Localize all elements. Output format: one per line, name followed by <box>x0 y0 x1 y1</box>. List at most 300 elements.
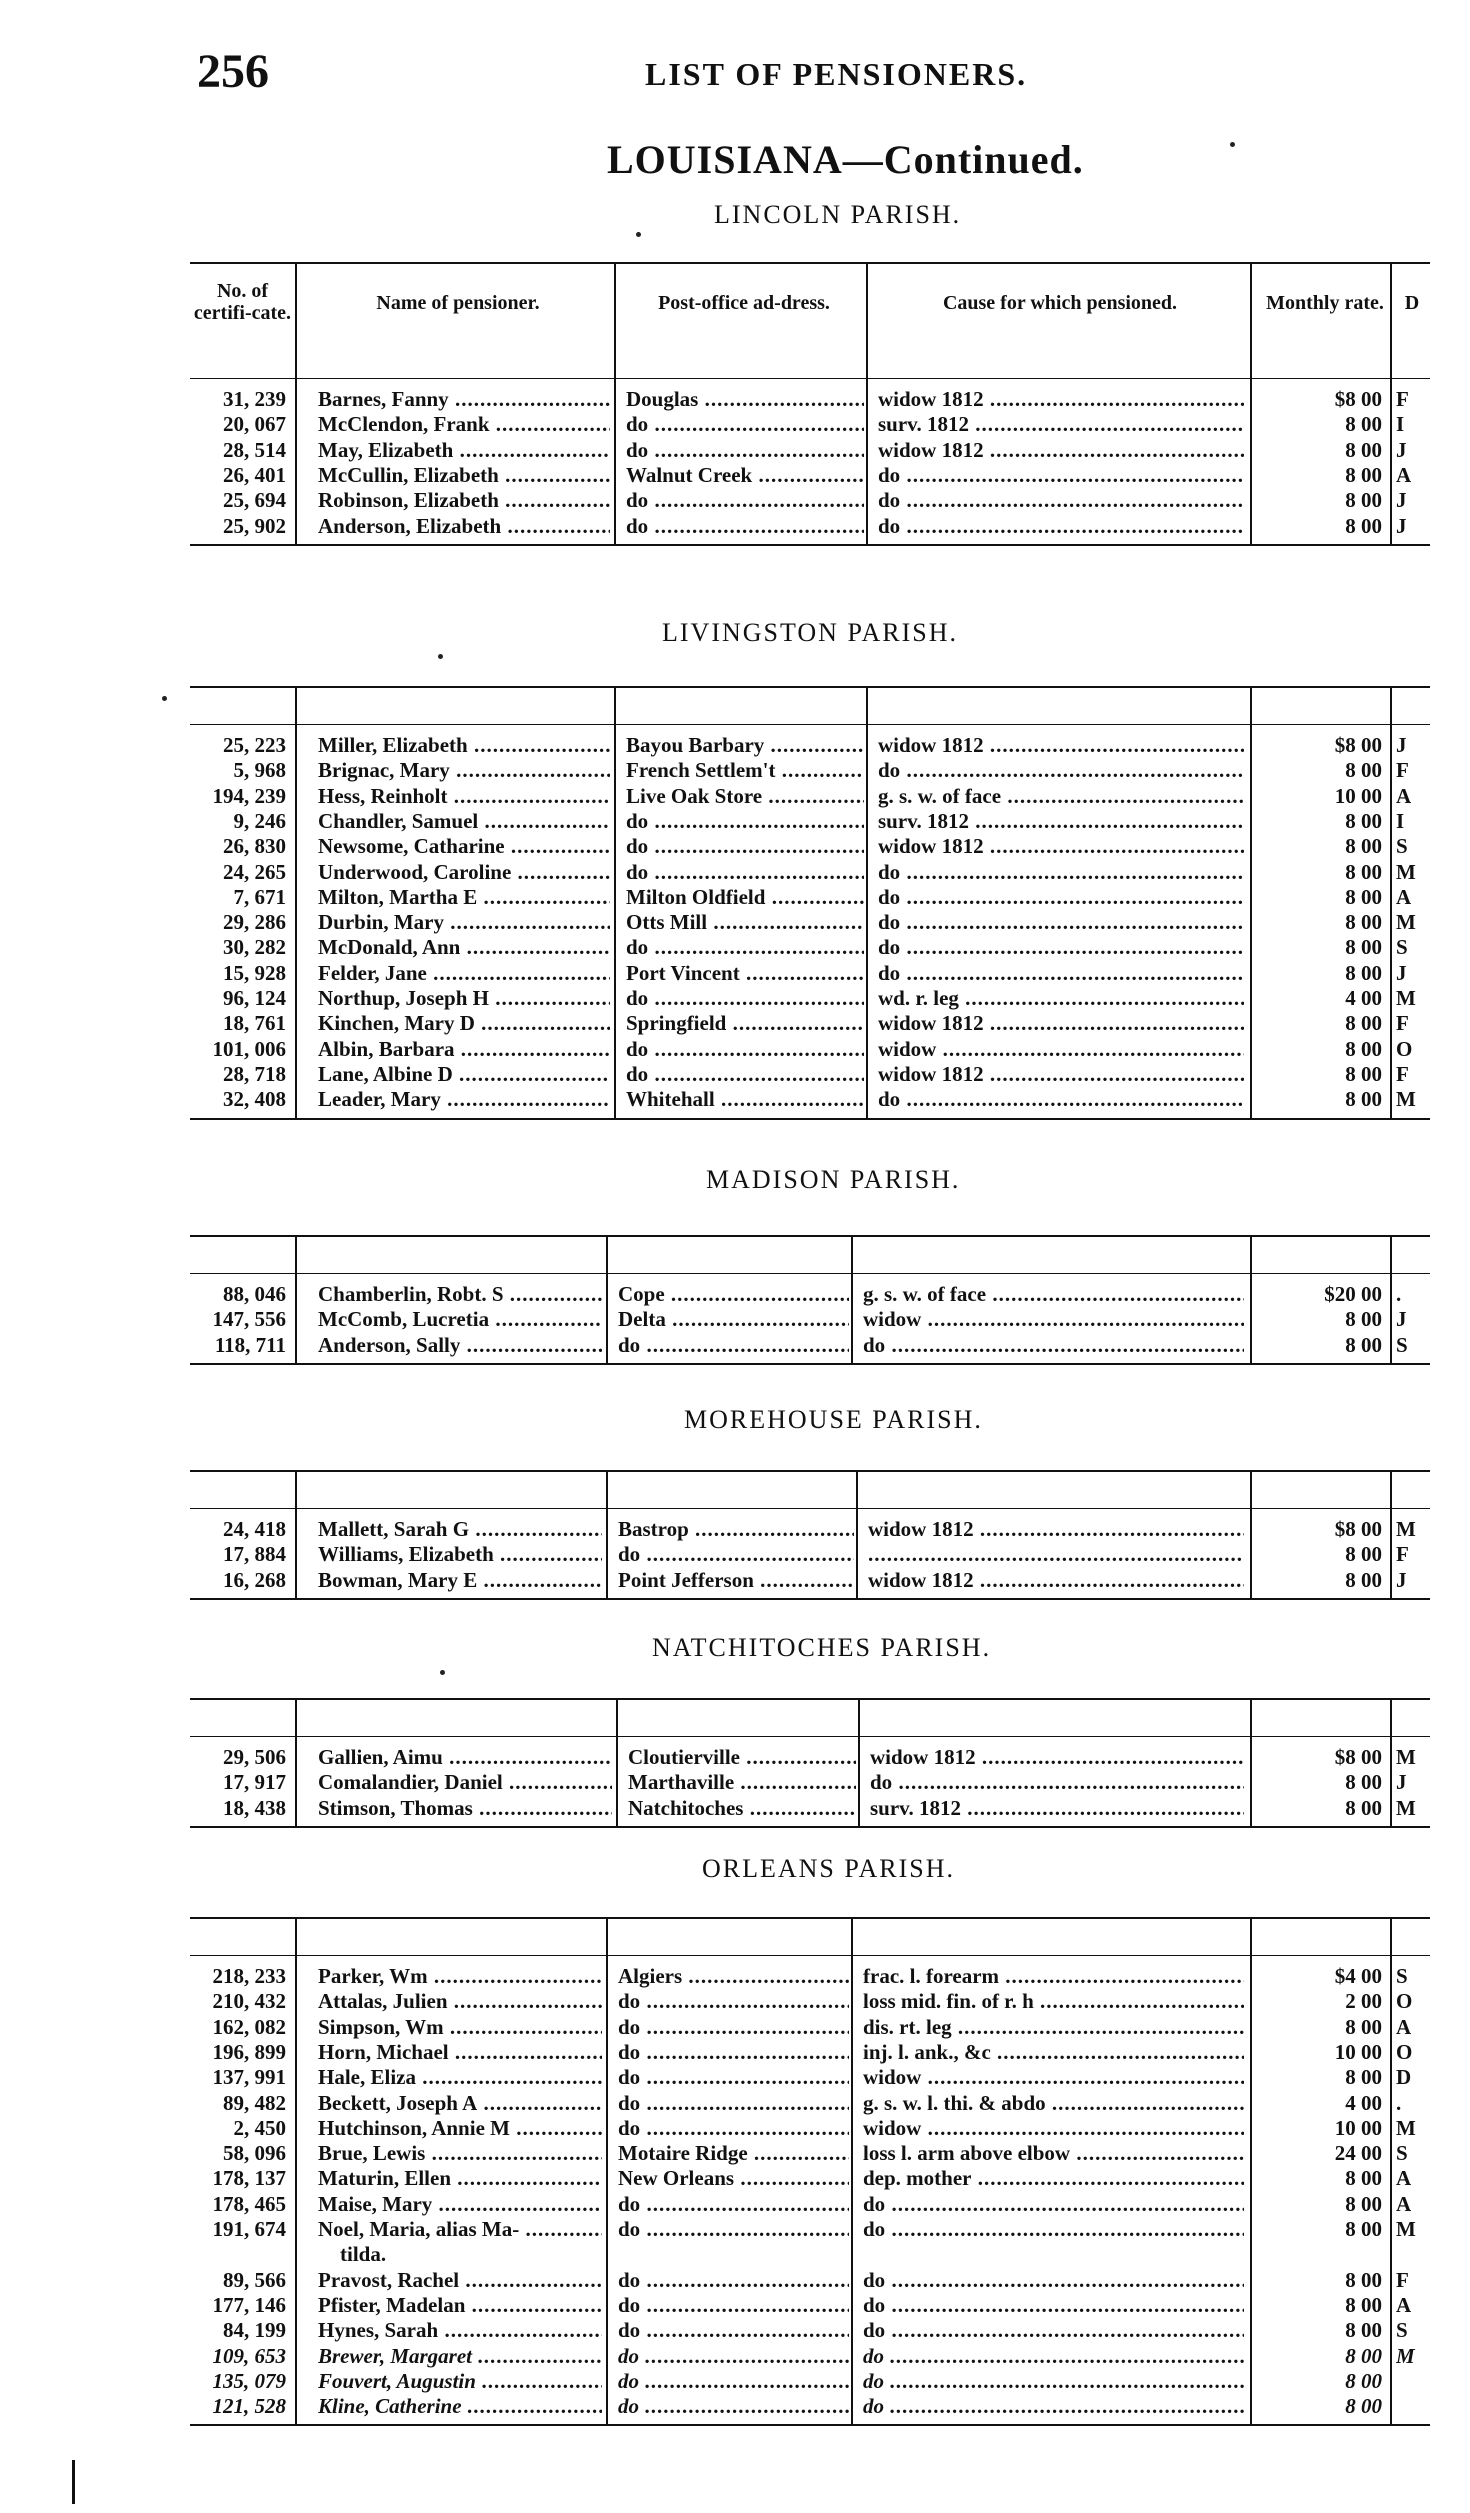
cell-cause: do ..... <box>863 2191 1244 2217</box>
table-bottom-rule <box>190 1118 1430 1120</box>
cell-extra: M <box>1396 986 1416 1010</box>
table-row <box>190 1744 1430 1770</box>
cell-name: Lane, Albine D ..... <box>318 1061 610 1087</box>
column-header-cert: No. of certifi-cate. <box>193 280 292 324</box>
table-row <box>190 2014 1430 2040</box>
table-row <box>190 1010 1430 1036</box>
cell-cert: 17, 884 <box>223 1542 286 1567</box>
ink-speck <box>440 1670 445 1675</box>
table-row <box>190 2165 1430 2191</box>
cell-post: do ..... <box>626 487 864 513</box>
cell-extra: O <box>1396 1989 1413 2014</box>
cell-name: Gallien, Aimu ..... <box>318 1744 612 1770</box>
cell-cause: widow ..... <box>863 2064 1244 2090</box>
cell-rate: 8 00 <box>1345 2343 1382 2368</box>
table-row-continuation <box>190 2241 1430 2267</box>
parish-heading: NATCHITOCHES PARISH. <box>652 1633 992 1662</box>
cell-cause: wd. r. leg ..... <box>878 985 1244 1011</box>
cell-name: Milton, Martha E ..... <box>318 884 610 910</box>
table-row <box>190 1516 1430 1542</box>
cell-cause: widow ..... <box>863 2115 1244 2141</box>
pension-table <box>190 1470 1430 1598</box>
cell-extra: M <box>1396 1087 1416 1112</box>
cell-post: Cope ..... <box>618 1281 849 1307</box>
cell-post: Springfield ..... <box>626 1010 864 1036</box>
cell-rate: 8 00 <box>1345 808 1382 833</box>
cell-cause: widow ..... <box>878 1036 1244 1062</box>
cell-post: do ..... <box>626 437 864 463</box>
cell-post: do ..... <box>626 833 864 859</box>
table-row <box>190 909 1430 935</box>
cell-cert: 147, 556 <box>212 1307 286 1332</box>
cell-rate: 8 00 <box>1345 1307 1382 1332</box>
cell-name: Chandler, Samuel ..... <box>318 808 610 834</box>
cell-cert: 135, 079 <box>212 2368 286 2393</box>
cell-post: do ..... <box>618 2014 849 2040</box>
table-row <box>190 934 1430 960</box>
cell-extra: M <box>1396 910 1416 935</box>
table-row <box>190 1306 1430 1332</box>
cell-extra: F <box>1396 1011 1409 1036</box>
table-row <box>190 487 1430 513</box>
table-row <box>190 2115 1430 2141</box>
cell-rate: 8 00 <box>1345 1795 1382 1820</box>
cell-cert: 178, 137 <box>212 2166 286 2191</box>
cell-extra: . <box>1396 1282 1402 1306</box>
cell-extra: J <box>1396 733 1407 757</box>
cell-rate: 8 00 <box>1345 1332 1382 1357</box>
cell-post: Whitehall ..... <box>626 1086 864 1112</box>
table-row <box>190 757 1430 783</box>
cell-post: do ..... <box>618 1332 849 1358</box>
cell-post: Delta ..... <box>618 1306 849 1332</box>
cell-post: Motaire Ridge ..... <box>618 2140 849 2166</box>
table-row <box>190 2039 1430 2065</box>
cell-name: Hynes, Sarah ..... <box>318 2317 602 2343</box>
cell-extra: . <box>1396 2090 1402 2115</box>
cell-extra: F <box>1396 758 1409 783</box>
cell-cert: 196, 899 <box>212 2039 286 2064</box>
column-header-extra: D <box>1404 292 1420 314</box>
cell-extra: M <box>1396 1795 1416 1820</box>
cell-rate: 2 00 <box>1345 1989 1382 2014</box>
cell-name: Miller, Elizabeth ..... <box>318 732 610 758</box>
table-row <box>190 2393 1430 2419</box>
cell-name: Pfister, Madelan ..... <box>318 2292 602 2318</box>
cell-rate: 8 00 <box>1345 859 1382 884</box>
table-row <box>190 1567 1430 1593</box>
cell-name: Attalas, Julien ..... <box>318 1988 602 2014</box>
cell-cert: 25, 223 <box>223 733 286 757</box>
cell-post: do ..... <box>618 2317 849 2343</box>
cell-cert: 25, 902 <box>223 513 286 538</box>
cell-cert: 89, 482 <box>223 2090 286 2115</box>
table-row <box>190 1086 1430 1112</box>
cell-name: Fouvert, Augustin ..... <box>318 2368 602 2394</box>
cell-name: Parker, Wm ..... <box>318 1963 602 1989</box>
table-row <box>190 2317 1430 2343</box>
cell-cert: 121, 528 <box>212 2394 286 2419</box>
cell-cert: 7, 671 <box>233 884 286 909</box>
cell-extra: M <box>1396 1517 1416 1541</box>
cell-extra: D <box>1396 2065 1412 2090</box>
cell-post: do ..... <box>618 2216 849 2242</box>
cell-name: Maturin, Ellen ..... <box>318 2165 602 2191</box>
cell-name: Barnes, Fanny ..... <box>318 386 610 412</box>
cell-post: do ..... <box>618 2064 849 2090</box>
cell-cert: 24, 418 <box>223 1517 286 1541</box>
table-row <box>190 783 1430 809</box>
cell-cert: 109, 653 <box>212 2343 286 2368</box>
table-top-rule <box>190 686 1430 688</box>
cell-rate: 8 00 <box>1345 1061 1382 1086</box>
cell-post: do ..... <box>626 1036 864 1062</box>
cell-cert: 58, 096 <box>223 2141 286 2166</box>
cell-cert: 15, 928 <box>223 960 286 985</box>
cell-rate: 10 00 <box>1334 2039 1382 2064</box>
table-row <box>190 1332 1430 1358</box>
cell-rate: 8 00 <box>1345 2217 1382 2241</box>
table-row <box>190 1281 1430 1307</box>
cell-cause: do ..... <box>870 1769 1244 1795</box>
cell-cause: widow ..... <box>863 1306 1244 1332</box>
parish-heading: LINCOLN PARISH. <box>714 200 962 229</box>
cell-name: Brue, Lewis ..... <box>318 2140 602 2166</box>
cell-extra: M <box>1396 1745 1416 1769</box>
cell-post: do ..... <box>626 513 864 539</box>
cell-name: Hutchinson, Annie M ..... <box>318 2115 602 2141</box>
cell-rate: $8 00 <box>1334 387 1382 411</box>
cell-extra: A <box>1396 2014 1412 2039</box>
cell-cert: 218, 233 <box>212 1964 286 1988</box>
cell-cause: g. s. w. l. thi. & abdo ..... <box>863 2090 1244 2116</box>
cell-post: do ..... <box>626 411 864 437</box>
cell-post: do ..... <box>618 2191 849 2217</box>
cell-rate: 8 00 <box>1345 2014 1382 2039</box>
cell-post: Point Jefferson ..... <box>618 1567 854 1593</box>
cell-post: do ..... <box>626 1061 864 1087</box>
cell-rate: $4 00 <box>1334 1964 1382 1988</box>
cell-name: Kinchen, Mary D ..... <box>318 1010 610 1036</box>
cell-rate: $20 00 <box>1324 1282 1382 1306</box>
cell-extra: A <box>1396 783 1412 808</box>
cell-name: Comalandier, Daniel ..... <box>318 1769 612 1795</box>
table-row <box>190 437 1430 463</box>
cell-post: Bayou Barbary ..... <box>626 732 864 758</box>
cell-rate: 8 00 <box>1345 935 1382 960</box>
cell-rate: 8 00 <box>1345 834 1382 859</box>
cell-rate: 8 00 <box>1345 960 1382 985</box>
cell-rate: 8 00 <box>1345 2368 1382 2393</box>
cell-cert: 177, 146 <box>212 2292 286 2317</box>
table-row <box>190 386 1430 412</box>
ink-speck <box>162 696 167 701</box>
cell-cert: 29, 286 <box>223 910 286 935</box>
cell-cert: 32, 408 <box>223 1087 286 1112</box>
cell-cause: do ..... <box>863 2267 1244 2293</box>
cell-name: May, Elizabeth ..... <box>318 437 610 463</box>
cell-extra: S <box>1396 1964 1408 1988</box>
table-row <box>190 411 1430 437</box>
table-header-rule <box>190 724 1430 725</box>
table-row <box>190 2090 1430 2116</box>
table-row <box>190 2140 1430 2166</box>
pension-table <box>190 262 1430 544</box>
cell-extra: A <box>1396 462 1412 487</box>
table-row <box>190 960 1430 986</box>
cell-extra: A <box>1396 2191 1412 2216</box>
cell-cert: 25, 694 <box>223 488 286 513</box>
cell-rate: 4 00 <box>1345 986 1382 1010</box>
cell-cause: widow 1812 ..... <box>878 1061 1244 1087</box>
table-row <box>190 985 1430 1011</box>
cell-extra: A <box>1396 2166 1412 2191</box>
table-header-rule <box>190 1736 1430 1737</box>
cell-extra: S <box>1396 834 1408 859</box>
cell-extra: I <box>1396 412 1405 437</box>
cell-extra: J <box>1396 1307 1407 1332</box>
cell-cause: do ..... <box>878 1086 1244 1112</box>
cell-cause: do ..... <box>878 884 1244 910</box>
cell-cause: g. s. w. of face ..... <box>863 1281 1244 1307</box>
cell-cert: 84, 199 <box>223 2318 286 2343</box>
parish-heading: MADISON PARISH. <box>706 1165 961 1194</box>
cell-post: do ..... <box>626 934 864 960</box>
table-row <box>190 2216 1430 2242</box>
cell-cert: 18, 438 <box>223 1795 286 1820</box>
cell-cause: do ..... <box>863 2343 1244 2369</box>
cell-post: Milton Oldfield ..... <box>626 884 864 910</box>
cell-rate: 8 00 <box>1345 758 1382 783</box>
table-header-rule <box>190 378 1430 379</box>
cell-name: Horn, Michael ..... <box>318 2039 602 2065</box>
margin-mark <box>72 2460 75 2504</box>
cell-extra: M <box>1396 859 1416 884</box>
cell-name: Durbin, Mary ..... <box>318 909 610 935</box>
cell-name: McCullin, Elizabeth ..... <box>318 462 610 488</box>
cell-cert: 29, 506 <box>223 1745 286 1769</box>
cell-cause: widow 1812 ..... <box>878 833 1244 859</box>
cell-post: do ..... <box>618 2267 849 2293</box>
cell-rate: $8 00 <box>1334 1517 1382 1541</box>
cell-post: Marthaville ..... <box>628 1769 856 1795</box>
cell-post: do ..... <box>618 1988 849 2014</box>
cell-post: Algiers ..... <box>618 1963 849 1989</box>
cell-rate: 8 00 <box>1345 1036 1382 1061</box>
cell-post: do ..... <box>626 985 864 1011</box>
cell-cause: widow 1812 ..... <box>878 437 1244 463</box>
cell-name: Hale, Eliza ..... <box>318 2064 602 2090</box>
cell-cert: 118, 711 <box>214 1332 286 1357</box>
cell-cause: do ..... <box>878 960 1244 986</box>
cell-rate: 8 00 <box>1345 2065 1382 2090</box>
cell-cert: 162, 082 <box>212 2014 286 2039</box>
cell-name: Albin, Barbara ..... <box>318 1036 610 1062</box>
cell-cause: do ..... <box>878 909 1244 935</box>
cell-cause: loss mid. fin. of r. h ..... <box>863 1988 1244 2014</box>
cell-extra: S <box>1396 2141 1408 2166</box>
table-top-rule <box>190 262 1430 264</box>
cell-cause: widow 1812 ..... <box>878 1010 1244 1036</box>
cell-rate: 8 00 <box>1345 2318 1382 2343</box>
cell-cause: do ..... <box>863 1332 1244 1358</box>
cell-cause: do ..... <box>863 2292 1244 2318</box>
running-head: LIST OF PENSIONERS. <box>645 56 1028 92</box>
cell-rate: 4 00 <box>1345 2090 1382 2115</box>
cell-post: do ..... <box>626 808 864 834</box>
cell-extra: I <box>1396 808 1405 833</box>
table-row <box>190 1795 1430 1821</box>
table-row <box>190 2064 1430 2090</box>
table-top-rule <box>190 1235 1430 1237</box>
cell-post: Bastrop ..... <box>618 1516 854 1542</box>
cell-name: McDonald, Ann ..... <box>318 934 610 960</box>
cell-extra: J <box>1396 1567 1407 1592</box>
cell-post: do ..... <box>618 2090 849 2116</box>
cell-cause: do ..... <box>863 2393 1244 2419</box>
table-row <box>190 1769 1430 1795</box>
cell-rate: $8 00 <box>1334 1745 1382 1769</box>
cell-cert: 20, 067 <box>223 412 286 437</box>
cell-cause: widow 1812 ..... <box>878 732 1244 758</box>
cell-cert: 210, 432 <box>212 1989 286 2014</box>
cell-cause: frac. l. forearm ..... <box>863 1963 1244 1989</box>
cell-post: do ..... <box>618 2343 849 2369</box>
parish-heading: MOREHOUSE PARISH. <box>684 1405 983 1434</box>
cell-rate: 8 00 <box>1345 910 1382 935</box>
cell-post: New Orleans ..... <box>618 2165 849 2191</box>
cell-cert: 96, 124 <box>223 986 286 1010</box>
cell-cert: 26, 401 <box>223 462 286 487</box>
cell-cause: widow 1812 ..... <box>868 1567 1244 1593</box>
cell-rate: 8 00 <box>1345 412 1382 437</box>
cell-extra: F <box>1396 1542 1409 1567</box>
table-row <box>190 2267 1430 2293</box>
table-row <box>190 859 1430 885</box>
table-row <box>190 2368 1430 2394</box>
cell-post: Otts Mill ..... <box>626 909 864 935</box>
cell-name: Northup, Joseph H ..... <box>318 985 610 1011</box>
table-bottom-rule <box>190 1598 1430 1600</box>
cell-rate: 8 00 <box>1345 2292 1382 2317</box>
cell-cert: 28, 514 <box>223 437 286 462</box>
cell-cause: g. s. w. of face ..... <box>878 783 1244 809</box>
cell-extra: J <box>1396 513 1407 538</box>
cell-post: do ..... <box>618 2292 849 2318</box>
cell-cert: 18, 761 <box>223 1011 286 1036</box>
cell-cert: 30, 282 <box>223 935 286 960</box>
cell-extra: J <box>1396 488 1407 513</box>
cell-post: do ..... <box>618 2115 849 2141</box>
cell-rate: 8 00 <box>1345 1567 1382 1592</box>
cell-name: Chamberlin, Robt. S ..... <box>318 1281 602 1307</box>
cell-name: Newsome, Catharine ..... <box>318 833 610 859</box>
column-header-rate: Monthly rate. <box>1266 292 1384 314</box>
cell-extra: S <box>1396 2318 1408 2343</box>
cell-post: do ..... <box>618 2393 849 2419</box>
table-bottom-rule <box>190 544 1430 546</box>
cell-extra: J <box>1396 437 1407 462</box>
table-row <box>190 1541 1430 1567</box>
cell-cause: do ..... <box>878 487 1244 513</box>
cell-cause: loss l. arm above elbow ..... <box>863 2140 1244 2166</box>
table-bottom-rule <box>190 1826 1430 1828</box>
cell-rate: 10 00 <box>1334 2115 1382 2140</box>
cell-cause: do ..... <box>878 462 1244 488</box>
cell-rate: 8 00 <box>1345 1087 1382 1112</box>
cell-rate: 8 00 <box>1345 513 1382 538</box>
cell-cause: do ..... <box>878 934 1244 960</box>
cell-name: McComb, Lucretia ..... <box>318 1306 602 1332</box>
cell-extra: A <box>1396 884 1412 909</box>
cell-name: Underwood, Caroline ..... <box>318 859 610 885</box>
cell-name: McClendon, Frank ..... <box>318 411 610 437</box>
cell-cause: surv. 1812 ..... <box>870 1795 1244 1821</box>
cell-cert: 88, 046 <box>223 1282 286 1306</box>
cell-extra: S <box>1396 935 1408 960</box>
cell-cause: do ..... <box>878 859 1244 885</box>
cell-cert: 28, 718 <box>223 1061 286 1086</box>
cell-post: Douglas ..... <box>626 386 864 412</box>
cell-cert: 137, 991 <box>212 2065 286 2090</box>
cell-rate: $8 00 <box>1334 733 1382 757</box>
cell-extra: M <box>1396 2217 1416 2241</box>
cell-cause: do ..... <box>863 2368 1244 2394</box>
cell-extra: M <box>1396 2343 1415 2368</box>
cell-cause: inj. l. ank., &c ..... <box>863 2039 1244 2065</box>
cell-extra: O <box>1396 2039 1413 2064</box>
cell-name: Leader, Mary ..... <box>318 1086 610 1112</box>
cell-name-continued: tilda. <box>340 2242 387 2267</box>
cell-extra: F <box>1396 387 1409 411</box>
parish-heading: ORLEANS PARISH. <box>702 1854 955 1883</box>
cell-cert: 194, 239 <box>212 783 286 808</box>
cell-rate: 24 00 <box>1334 2141 1382 2166</box>
cell-name: Hess, Reinholt ..... <box>318 783 610 809</box>
table-row <box>190 2343 1430 2369</box>
table-row <box>190 808 1430 834</box>
cell-rate: 8 00 <box>1345 884 1382 909</box>
cell-cert: 26, 830 <box>223 834 286 859</box>
cell-cert: 9, 246 <box>233 808 286 833</box>
cell-post: French Settlem't ..... <box>626 757 864 783</box>
cell-cert: 89, 566 <box>223 2267 286 2292</box>
ink-speck <box>636 232 641 237</box>
cell-extra: S <box>1396 1332 1408 1357</box>
table-row <box>190 2191 1430 2217</box>
cell-cert: 16, 268 <box>223 1567 286 1592</box>
table-row <box>190 462 1430 488</box>
cell-rate: 8 00 <box>1345 2166 1382 2191</box>
pension-table <box>190 1235 1430 1363</box>
cell-name: Anderson, Elizabeth ..... <box>318 513 610 539</box>
cell-rate: 8 00 <box>1345 488 1382 513</box>
cell-name: Maise, Mary ..... <box>318 2191 602 2217</box>
cell-rate: 8 00 <box>1345 437 1382 462</box>
cell-post: do ..... <box>618 2039 849 2065</box>
cell-name: Anderson, Sally ..... <box>318 1332 602 1358</box>
cell-extra: F <box>1396 1061 1409 1086</box>
table-top-rule <box>190 1698 1430 1700</box>
cell-post: Cloutierville ..... <box>628 1744 856 1770</box>
table-top-rule <box>190 1470 1430 1472</box>
table-row <box>190 513 1430 539</box>
cell-cause: widow 1812 ..... <box>878 386 1244 412</box>
cell-cause: do ..... <box>863 2317 1244 2343</box>
pension-table <box>190 1698 1430 1826</box>
cell-cert: 5, 968 <box>233 758 286 783</box>
parish-heading: LIVINGSTON PARISH. <box>662 618 959 647</box>
